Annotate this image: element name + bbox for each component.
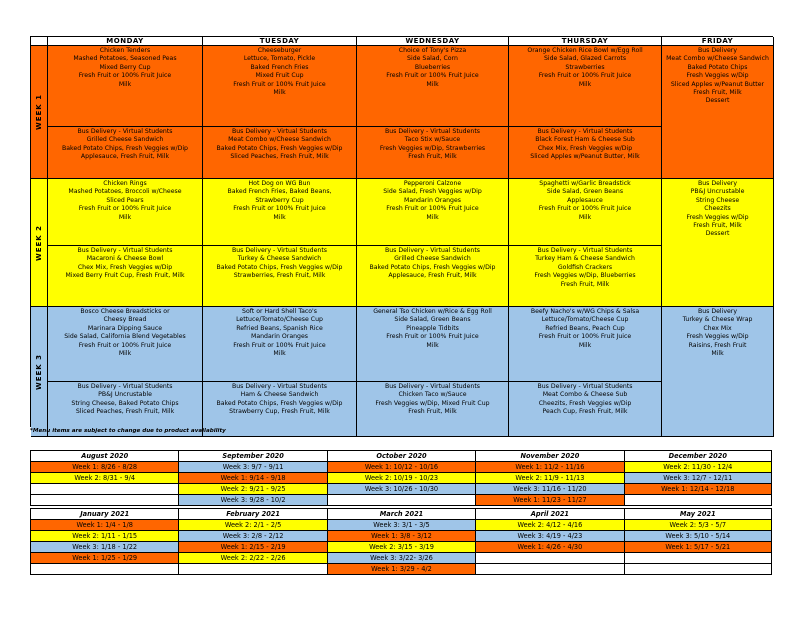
menu-line: Fresh Fruit, Milk bbox=[693, 89, 742, 97]
menu-line: Turkey Ham & Cheese Sandwich bbox=[535, 255, 635, 263]
calendar-grid-top bbox=[30, 450, 772, 506]
month-column bbox=[327, 450, 475, 506]
week-date-range: Week 1: 3/8 - 3/12 bbox=[328, 531, 475, 542]
menu-line: Baked French Fries bbox=[250, 63, 309, 71]
week-label-1 bbox=[31, 46, 48, 179]
menu-line: PB&J Uncrustable bbox=[98, 391, 152, 399]
day-header-thursday: THURSDAY bbox=[509, 37, 662, 46]
week-date-range: Week 1: 11/23 - 11/27 bbox=[476, 495, 623, 506]
menu-line: String Cheese, Baked Potato Chips bbox=[71, 399, 179, 407]
menu-line: Bus Delivery - Virtual Students bbox=[77, 247, 173, 254]
menu-line: Pineapple Tidbits bbox=[406, 324, 459, 332]
menu-line: Fresh Fruit or 100% Fruit Juice bbox=[78, 72, 172, 80]
menu-cell-week2-friday bbox=[662, 179, 774, 307]
week-date-range: Week 2: 11/9 - 11/13 bbox=[476, 473, 623, 484]
empty-cell bbox=[328, 495, 475, 506]
menu-line: Baked Potato Chips, Fresh Veggies w/Dip bbox=[216, 399, 343, 407]
week-date-range: Week 3: 3/1 - 3/5 bbox=[328, 520, 475, 531]
month-column bbox=[178, 508, 326, 575]
menu-line: Lettuce/Tomato/Cheese Cup bbox=[236, 316, 323, 324]
virtual-cell-week2-thursday bbox=[509, 246, 662, 307]
menu-line: Mixed Berry Cup bbox=[99, 63, 151, 71]
week-date-range: Week 2: 10/19 - 10/23 bbox=[328, 473, 475, 484]
week-date-range: Week 1: 4/26 - 4/30 bbox=[476, 542, 623, 553]
menu-line: Fresh Fruit or 100% Fruit Juice bbox=[386, 333, 479, 341]
menu-line: Peach Cup, Fresh Fruit, Milk bbox=[542, 408, 628, 416]
menu-line: Side Salad, Glazed Carrots bbox=[543, 55, 627, 63]
menu-cell-week3-thursday bbox=[509, 307, 662, 382]
menu-line: Mixed Berry Fruit Cup, Fresh Fruit, Milk bbox=[65, 272, 185, 280]
menu-line: Meat Combo & Cheese Sub bbox=[542, 391, 628, 399]
menu-line: Lettuce/Tomato/Cheese Cup bbox=[541, 316, 629, 324]
week-label-text: WEEK 2 bbox=[35, 224, 43, 261]
menu-line: Side Salad, Green Beans bbox=[546, 188, 624, 196]
week-date-range: Week 2: 2/1 - 2/5 bbox=[179, 520, 326, 531]
virtual-cell-week3-thursday bbox=[509, 382, 662, 437]
menu-line: Chicken Rings bbox=[103, 180, 147, 187]
menu-line: Cheeseburger bbox=[257, 47, 302, 54]
virtual-cell-week3-tuesday bbox=[203, 382, 357, 437]
menu-line: Marinara Dipping Sauce bbox=[87, 324, 163, 332]
menu-line: Applesauce, Fresh Fruit, Milk bbox=[80, 153, 170, 161]
menu-line: Spaghetti w/Garlic Breadstick bbox=[539, 180, 631, 187]
menu-cell-week2-wednesday bbox=[357, 179, 509, 246]
day-header-wednesday: WEDNESDAY bbox=[357, 37, 509, 46]
menu-line: Refried Beans, Spanish Rice bbox=[236, 324, 323, 332]
week-date-range: Week 3: 5/10 - 5/14 bbox=[625, 531, 771, 542]
week-date-range: Week 1: 2/15 - 2/19 bbox=[179, 542, 326, 553]
month-header: February 2021 bbox=[179, 508, 326, 520]
menu-line: Fresh Veggies w/Dip bbox=[686, 333, 749, 341]
menu-line: Mandarin Oranges bbox=[250, 333, 308, 341]
menu-cell-week2-thursday bbox=[509, 179, 662, 246]
menu-line: Applesauce bbox=[567, 196, 603, 204]
month-header: May 2021 bbox=[625, 508, 771, 520]
week-date-range: Week 1: 8/26 - 8/28 bbox=[31, 462, 178, 473]
virtual-cell-week2-tuesday bbox=[203, 246, 357, 307]
menu-line: Fresh Fruit or 100% Fruit Juice bbox=[538, 205, 632, 213]
week-label-text: WEEK 3 bbox=[35, 353, 43, 390]
month-column bbox=[327, 508, 475, 575]
week-date-range: Week 3: 9/7 - 9/11 bbox=[179, 462, 326, 473]
empty-cell bbox=[179, 564, 326, 575]
week-label-3 bbox=[31, 307, 48, 437]
week-date-range: Week 1: 1/4 - 1/8 bbox=[31, 520, 178, 531]
menu-line: Hot Dog on WG Bun bbox=[248, 180, 311, 187]
menu-line: Meat Combo w/Cheese Sandwich bbox=[666, 55, 769, 63]
menu-line: Mixed Fruit Cup bbox=[255, 72, 304, 80]
menu-line: Milk bbox=[426, 213, 439, 221]
menu-line: Sliced Apples w/Peanut Butter bbox=[670, 80, 765, 88]
menu-line: Ham & Cheese Sandwich bbox=[240, 391, 319, 399]
menu-line: Fresh Fruit or 100% Fruit Juice bbox=[538, 333, 632, 341]
menu-line: Sliced Peaches, Fresh Fruit, Milk bbox=[230, 153, 329, 161]
month-header: October 2020 bbox=[328, 450, 475, 462]
menu-line: Dessert bbox=[705, 230, 730, 238]
menu-line: Bus Delivery bbox=[697, 180, 738, 187]
month-column bbox=[475, 450, 623, 506]
menu-line: Baked Potato Chips, Fresh Veggies w/Dip bbox=[62, 144, 188, 152]
menu-line: Milk bbox=[426, 341, 439, 349]
menu-line: Turkey & Cheese Sandwich bbox=[237, 255, 322, 263]
menu-line: Blueberries bbox=[414, 63, 451, 71]
menu-line: Sliced Peaches, Fresh Fruit, Milk bbox=[75, 408, 175, 416]
week-date-range: Week 3: 12/7 - 12/11 bbox=[625, 473, 771, 484]
menu-line: Milk bbox=[711, 350, 724, 358]
menu-line: Bus Delivery - Virtual Students bbox=[537, 128, 633, 135]
menu-line: Bus Delivery - Virtual Students bbox=[385, 128, 480, 135]
menu-cell-week3-tuesday bbox=[203, 307, 357, 382]
menu-line: Milk bbox=[118, 350, 132, 358]
menu-line: Mashed Potatoes, Seasoned Peas bbox=[73, 55, 177, 63]
menu-line: Baked Potato Chips, Fresh Veggies w/Dip bbox=[216, 144, 343, 152]
menu-line: Fresh Fruit or 100% Fruit Juice bbox=[538, 72, 632, 80]
menu-line: Baked Potato Chips, Fresh Veggies w/Dip bbox=[369, 263, 496, 271]
month-column bbox=[30, 450, 178, 506]
menu-line: Fresh Fruit or 100% Fruit Juice bbox=[78, 341, 172, 349]
menu-line: Cheesy Bread bbox=[103, 316, 147, 324]
menu-line: Fresh Veggies w/Dip bbox=[686, 213, 749, 221]
menu-cell-week1-friday bbox=[662, 46, 774, 179]
week-date-range: Week 1: 9/14 - 9/18 bbox=[179, 473, 326, 484]
menu-line: Strawberries, Fresh Fruit, Milk bbox=[233, 272, 326, 280]
menu-line: Side Salad, Corn bbox=[407, 55, 458, 63]
menu-line: Bus Delivery - Virtual Students bbox=[232, 383, 327, 390]
empty-cell bbox=[476, 553, 623, 564]
menu-line: Black Forest Ham & Cheese Sub bbox=[535, 136, 635, 144]
menu-line: Milk bbox=[273, 350, 286, 358]
menu-line: Fresh Fruit or 100% Fruit Juice bbox=[386, 72, 479, 80]
menu-cell-week1-monday bbox=[48, 46, 203, 127]
week-date-range: Week 2: 1/11 - 1/15 bbox=[31, 531, 178, 542]
virtual-cell-week1-tuesday bbox=[203, 127, 357, 179]
virtual-cell-week2-wednesday bbox=[357, 246, 509, 307]
month-column bbox=[624, 508, 772, 575]
menu-line: Baked French Fries, Baked Beans, bbox=[227, 188, 332, 196]
week-label-text: WEEK 1 bbox=[35, 93, 43, 131]
availability-note: *Menu items are subject to change due to product availability bbox=[30, 428, 226, 434]
empty-cell bbox=[625, 564, 771, 575]
empty-cell bbox=[31, 495, 178, 506]
menu-line: Taco Stix w/Sauce bbox=[404, 136, 461, 144]
week-date-range: Week 2: 9/21 - 9/25 bbox=[179, 484, 326, 495]
calendar-grid-bottom bbox=[30, 508, 772, 575]
menu-line: Chicken Taco w/Sauce bbox=[398, 391, 467, 399]
week-date-range: Week 2: 8/31 - 9/4 bbox=[31, 473, 178, 484]
month-column bbox=[178, 450, 326, 506]
menu-cell-week3-wednesday bbox=[357, 307, 509, 382]
menu-line: Bus Delivery bbox=[697, 47, 738, 54]
menu-line: Fresh Fruit, Milk bbox=[693, 222, 742, 230]
day-header-friday: FRIDAY bbox=[662, 37, 774, 46]
month-header: September 2020 bbox=[179, 450, 326, 462]
virtual-cell-week2-monday bbox=[48, 246, 203, 307]
menu-line: Beefy Nacho's w/WG Chips & Salsa bbox=[530, 308, 640, 315]
empty-cell bbox=[625, 553, 771, 564]
week-date-range: Week 3: 9/28 - 10/2 bbox=[179, 495, 326, 506]
menu-line: Goldfish Crackers bbox=[557, 263, 613, 271]
week-date-range: Week 3: 3/22- 3/26 bbox=[328, 553, 475, 564]
menu-line: Bus Delivery - Virtual Students bbox=[77, 128, 173, 135]
menu-line: Sliced Apples w/Peanut Butter, Milk bbox=[530, 153, 640, 161]
menu-line: Choice of Tony's Pizza bbox=[398, 47, 467, 54]
menu-line: String Cheese bbox=[695, 196, 740, 204]
month-column bbox=[624, 450, 772, 506]
menu-line: PB&J Uncrustable bbox=[690, 188, 745, 196]
menu-cell-week1-wednesday bbox=[357, 46, 509, 127]
month-header: August 2020 bbox=[31, 450, 178, 462]
menu-line: Grilled Cheese Sandwich bbox=[394, 255, 471, 263]
menu-line: Applesauce, Fresh Fruit, Milk bbox=[388, 272, 477, 280]
menu-line: Chex Mix, Fresh Veggies w/Dip bbox=[77, 263, 173, 271]
menu-line: Turkey & Cheese Wrap bbox=[682, 316, 753, 324]
menu-line: Bus Delivery - Virtual Students bbox=[537, 383, 633, 390]
menu-line: Soft or Hard Shell Taco's bbox=[242, 308, 317, 315]
menu-line: Mashed Potatoes, Broccoli w/Cheese bbox=[68, 188, 182, 196]
menu-line: Fresh Fruit, Milk bbox=[408, 153, 457, 161]
virtual-cell-week1-thursday bbox=[509, 127, 662, 179]
header-corner bbox=[31, 37, 48, 46]
month-header: March 2021 bbox=[328, 508, 475, 520]
week-date-range: Week 2: 3/15 - 3/19 bbox=[328, 542, 475, 553]
menu-line: Fresh Fruit or 100% Fruit Juice bbox=[386, 205, 479, 213]
menu-line: Milk bbox=[118, 213, 132, 221]
menu-line: General Tso Chicken w/Rice & Egg Roll bbox=[373, 308, 492, 315]
menu-cell-week1-thursday bbox=[509, 46, 662, 127]
menu-line: Side Salad, California Blend Vegetables bbox=[64, 333, 186, 341]
empty-cell bbox=[31, 484, 178, 495]
menu-line: Baked Potato Chips, Fresh Veggies w/Dip bbox=[216, 263, 343, 271]
week-date-range: Week 3: 1/18 - 1/22 bbox=[31, 542, 178, 553]
week-date-range: Week 1: 5/17 - 5/21 bbox=[625, 542, 771, 553]
day-header-monday: MONDAY bbox=[48, 37, 203, 46]
menu-line: Bus Delivery - Virtual Students bbox=[232, 247, 327, 254]
month-header: January 2021 bbox=[31, 508, 178, 520]
menu-line: Milk bbox=[578, 80, 592, 88]
menu-line: Side Salad, Fresh Veggies w/Dip bbox=[383, 188, 482, 196]
week-date-range: Week 3: 2/8 - 2/12 bbox=[179, 531, 326, 542]
menu-line: Milk bbox=[426, 80, 439, 88]
week-date-range: Week 3: 4/19 - 4/23 bbox=[476, 531, 623, 542]
week-date-range: Week 1: 10/12 - 10/16 bbox=[328, 462, 475, 473]
menu-cell-week2-monday bbox=[48, 179, 203, 246]
menu-line: Cheezits, Fresh Veggies w/Dip bbox=[538, 399, 632, 407]
menu-line: Fresh Fruit, Milk bbox=[408, 408, 457, 416]
menu-cell-week2-tuesday bbox=[203, 179, 357, 246]
menu-line: Fresh Veggies w/Dip, Strawberries bbox=[379, 144, 486, 152]
menu-line: Cheezits bbox=[704, 205, 731, 213]
menu-line: Meat Combo w/Cheese Sandwich bbox=[228, 136, 331, 144]
week-date-range: Week 3: 11/16 - 11/20 bbox=[476, 484, 623, 495]
menu-cell-week3-monday bbox=[48, 307, 203, 382]
menu-line: Fresh Fruit or 100% Fruit Juice bbox=[233, 80, 326, 88]
month-column bbox=[475, 508, 623, 575]
menu-line: Fresh Veggies w/Dip, Mixed Fruit Cup bbox=[375, 399, 490, 407]
week-date-range: Week 2: 11/30 - 12/4 bbox=[625, 462, 771, 473]
menu-line: Fresh Fruit, Milk bbox=[560, 280, 610, 288]
menu-line: Strawberries bbox=[565, 63, 605, 71]
menu-line: Raisins, Fresh Fruit bbox=[688, 341, 747, 349]
week-date-range: Week 1: 12/14 - 12/18 bbox=[625, 484, 771, 495]
menu-line: Bus Delivery - Virtual Students bbox=[77, 383, 173, 390]
menu-cell-week1-tuesday bbox=[203, 46, 357, 127]
menu-line: Bus Delivery - Virtual Students bbox=[537, 247, 633, 254]
menu-line: Sliced Pears bbox=[106, 196, 144, 204]
menu-line: Strawberry Cup, Fresh Fruit, Milk bbox=[229, 408, 330, 416]
week-date-range: Week 1: 1/25 - 1/29 bbox=[31, 553, 178, 564]
menu-line: Refried Beans, Peach Cup bbox=[545, 324, 625, 332]
menu-line: Bus Delivery bbox=[697, 308, 738, 315]
menu-line: Fresh Veggies w/Dip, Blueberries bbox=[534, 272, 636, 280]
empty-cell bbox=[31, 564, 178, 575]
menu-line: Macaroni & Cheese Bowl bbox=[86, 255, 164, 263]
month-header: April 2021 bbox=[476, 508, 623, 520]
menu-line: Grilled Cheese Sandwich bbox=[86, 136, 164, 144]
menu-line: Side Salad, Green Beans bbox=[394, 316, 471, 324]
menu-line: Bus Delivery - Virtual Students bbox=[232, 128, 327, 135]
menu-line: Milk bbox=[273, 213, 286, 221]
menu-line: Mandarin Oranges bbox=[403, 196, 461, 204]
week-date-range: Week 1: 11/2 - 11/16 bbox=[476, 462, 623, 473]
week-date-range: Week 1: 3/29 - 4/2 bbox=[328, 564, 475, 575]
menu-line: Chex Mix, Fresh Veggies w/Dip bbox=[537, 144, 633, 152]
menu-line: Lettuce, Tomato, Pickle bbox=[243, 55, 316, 63]
empty-cell bbox=[476, 564, 623, 575]
menu-line: Milk bbox=[578, 213, 592, 221]
month-header: December 2020 bbox=[625, 450, 771, 462]
menu-line: Chicken Tenders bbox=[99, 47, 151, 54]
month-header: November 2020 bbox=[476, 450, 623, 462]
virtual-cell-week3-wednesday bbox=[357, 382, 509, 437]
week-date-range: Week 2: 2/22 - 2/26 bbox=[179, 553, 326, 564]
menu-line: Milk bbox=[578, 341, 592, 349]
menu-line: Fresh Fruit or 100% Fruit Juice bbox=[233, 205, 326, 213]
virtual-cell-week1-wednesday bbox=[357, 127, 509, 179]
menu-line: Dessert bbox=[705, 97, 730, 105]
menu-line: Strawberry Cup bbox=[255, 196, 304, 204]
week-label-2 bbox=[31, 179, 48, 307]
menu-line: Chex Mix bbox=[703, 324, 732, 332]
menu-line: Baked Potato Chips bbox=[687, 63, 748, 71]
week-date-range: Week 3: 10/26 - 10/30 bbox=[328, 484, 475, 495]
virtual-cell-week1-monday bbox=[48, 127, 203, 179]
menu-line: Pepperoni Calzone bbox=[403, 180, 462, 187]
week-date-range: Week 2: 4/12 - 4/16 bbox=[476, 520, 623, 531]
menu-line: Bus Delivery - Virtual Students bbox=[385, 383, 480, 390]
day-header-tuesday: TUESDAY bbox=[203, 37, 357, 46]
month-column bbox=[30, 508, 178, 575]
menu-line: Bus Delivery - Virtual Students bbox=[385, 247, 480, 254]
menu-line: Bosco Cheese Breadsticks or bbox=[80, 308, 170, 315]
menu-line: Milk bbox=[118, 80, 132, 88]
menu-line: Fresh Fruit or 100% Fruit Juice bbox=[78, 205, 172, 213]
empty-cell bbox=[625, 495, 771, 506]
menu-line: Orange Chicken Rice Bowl w/Egg Roll bbox=[527, 47, 643, 54]
menu-line: Fresh Fruit or 100% Fruit Juice bbox=[233, 341, 326, 349]
menu-grid bbox=[30, 36, 773, 427]
menu-line: Fresh Veggies w/Dip bbox=[686, 72, 749, 80]
menu-line: Milk bbox=[273, 89, 286, 97]
menu-cell-week3-friday bbox=[662, 307, 774, 437]
week-date-range: Week 2: 5/3 - 5/7 bbox=[625, 520, 771, 531]
